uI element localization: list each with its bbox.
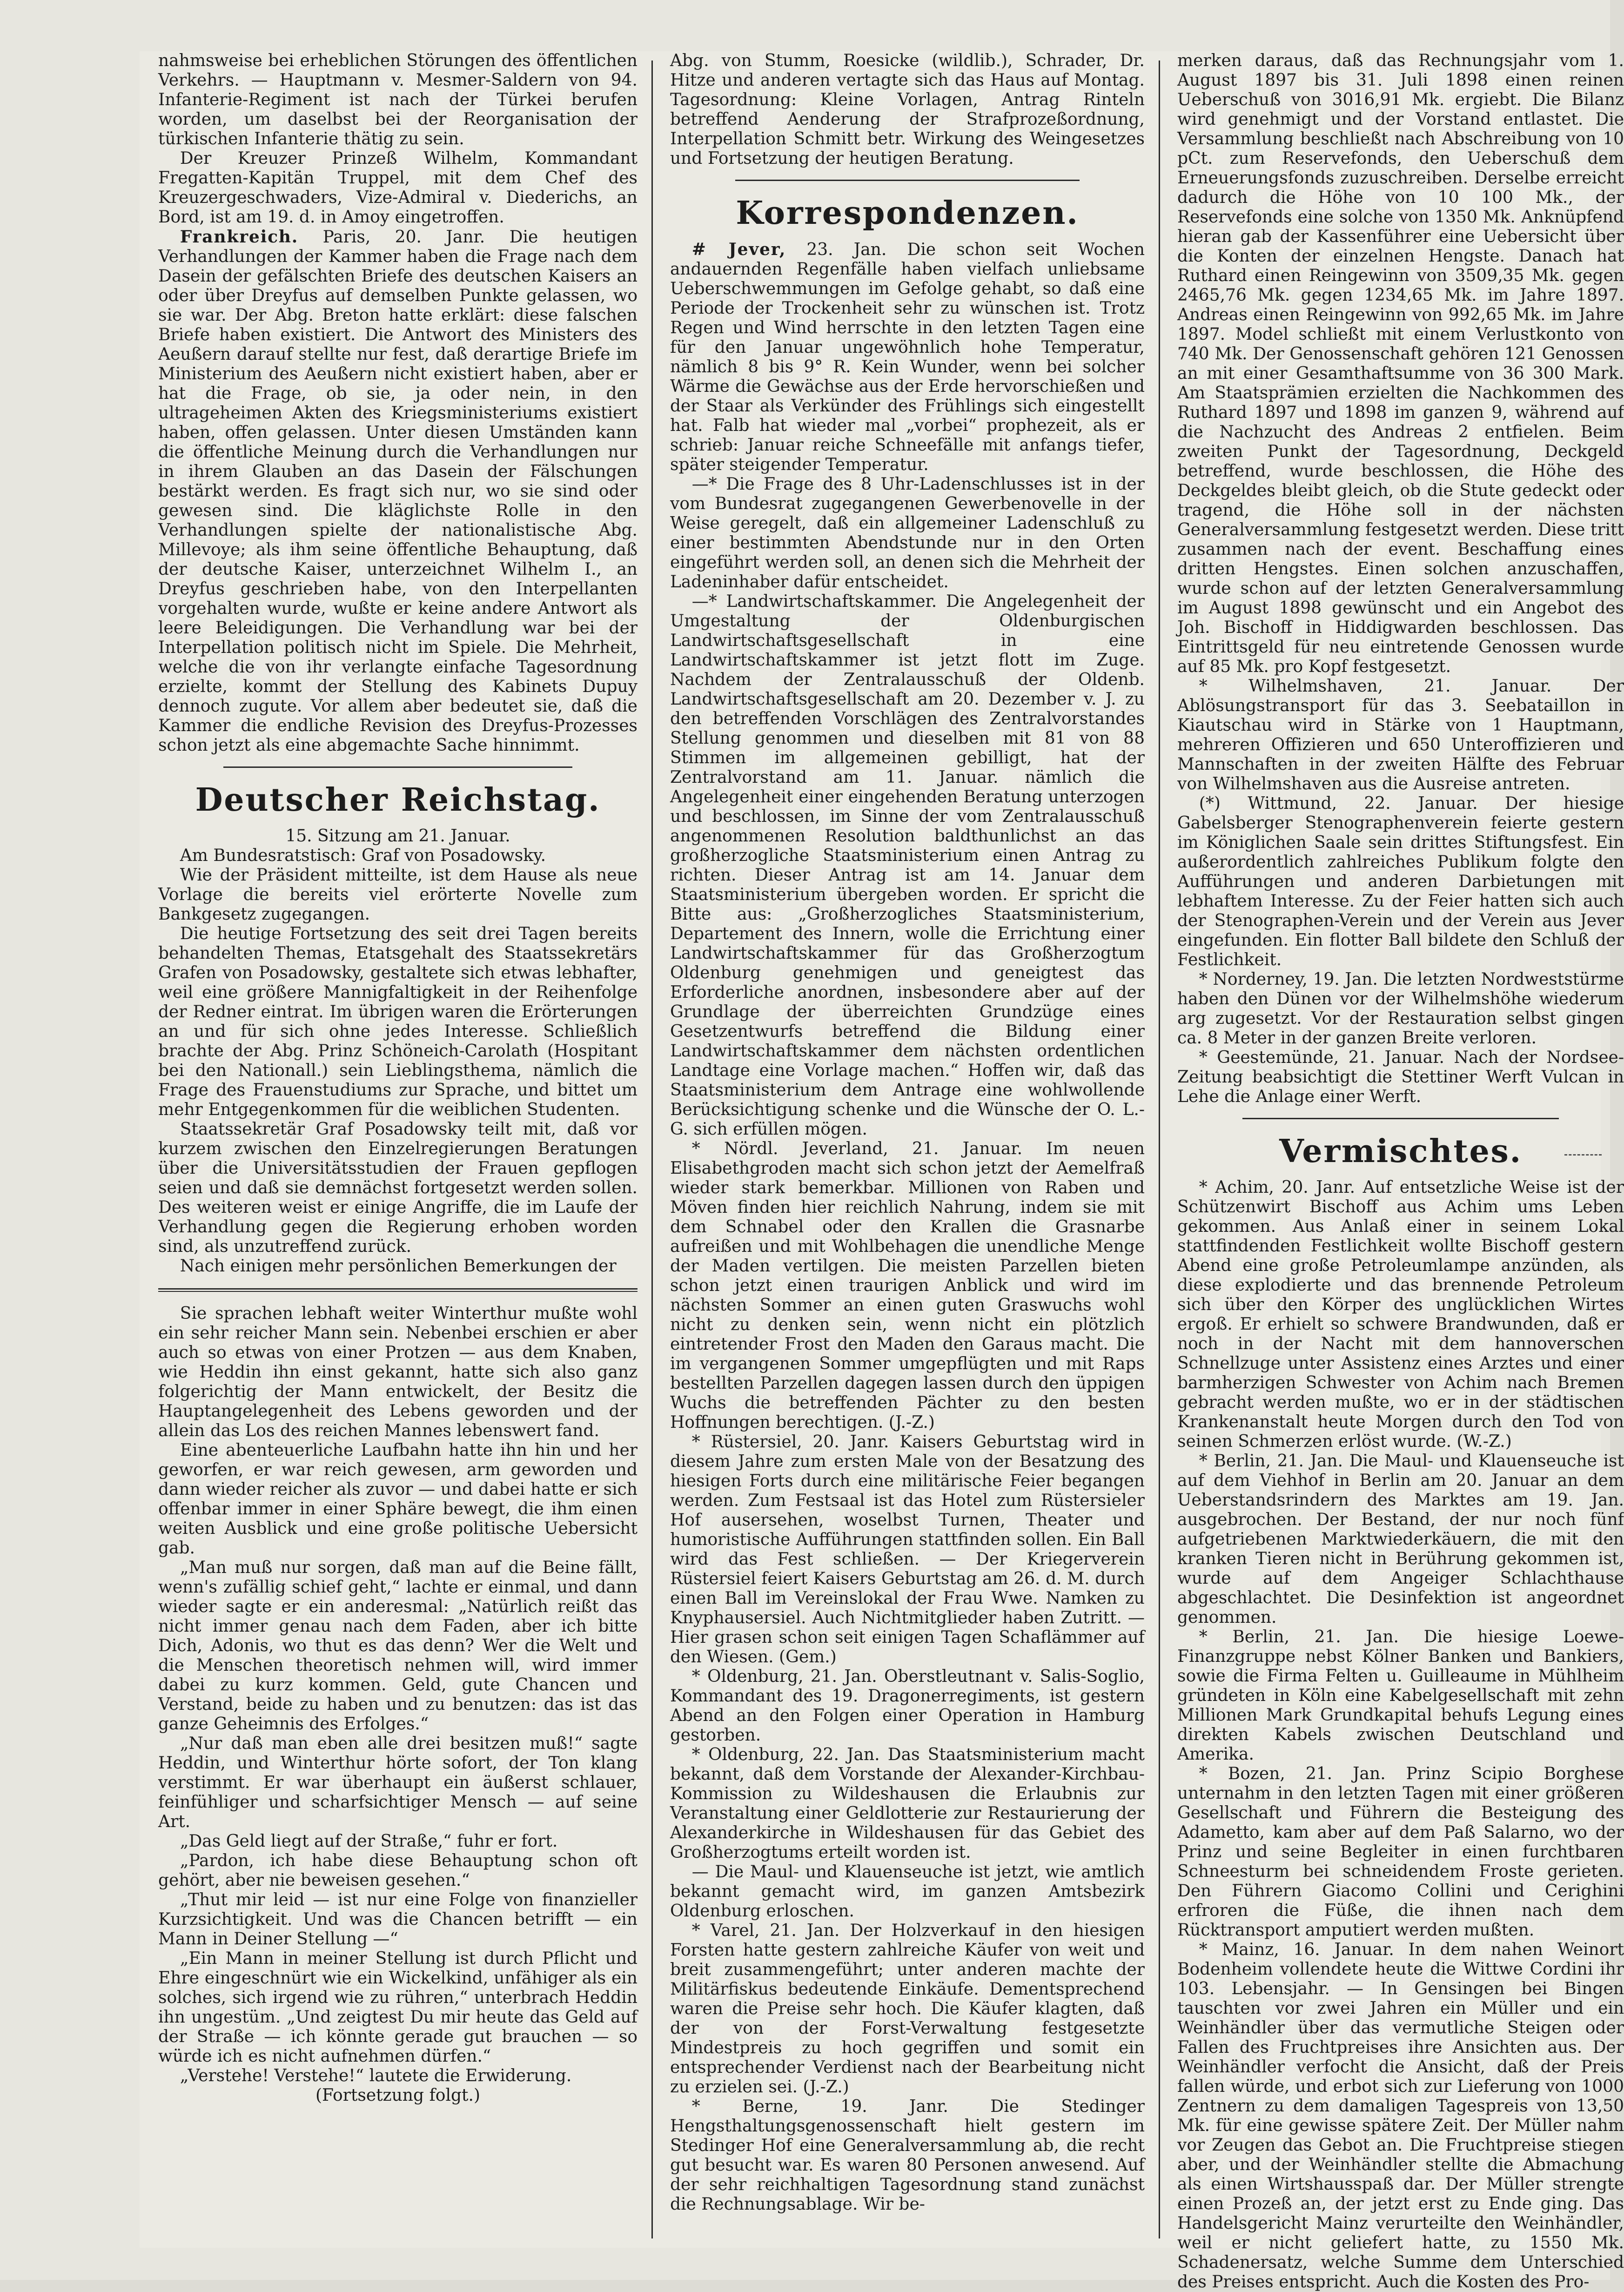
novel-paragraph: „Nur daß man eben alle drei besitzen muß!“ sagte Heddin, und Winterthur hörte sofort, der Ton klang verstimmt. Er war überhaupt ein äußerst schlauer, feinfühliger und scharfsichtiger Mensch — auf seine Art. xyxy=(158,1734,638,1831)
paragraph: Wie der Präsident mitteilte, ist dem Hause als neue Vorlage die bereits viel erörterte Novelle zum Bankgesetz zugegangen. xyxy=(158,866,638,924)
article-text: 23. Jan. Die schon seit Wochen andauernden Regenfälle haben vielfach unliebsame Ueberschwemmungen im Gefolge gehabt, so daß eine Periode der Trockenheit sehr zu wünschen ist. Trotz Regen und Wind herrschte in den letzten Tagen eine für den Januar ungewöhnlich hohe Temperatur, nämlich 8 bis 9° R. Kein Wunder, wenn bei solcher Wärme die Gewächse aus der Erde hervorschießen und der Staar als Verkünder des Frühlings sich eingestellt hat. Falb hat wieder mal „vorbei“ prophezeit, als er schrieb: Januar reiche Schneefälle mit anfangs tiefer, später steigender Temperatur. xyxy=(670,240,1145,474)
novel-paragraph: „Verstehe! Verstehe!“ lautete die Erwiderung. xyxy=(180,2066,572,2085)
paragraph: * Berlin, 21. Jan. Die Maul- und Klauenseuche ist auf dem Viehhof in Berlin am 20. Januar an dem Ueberstandsrindern des Marktes am 19. Jan. ausgebrochen. Der Bestand, der nur noch fünf aufgetriebenen Marktwiederkäuern, die mit den kranken Tieren nicht in Berührung gekommen ist, wurde auf dem Angeiger Schlachthause abgeschlachtet. Die Desinfektion ist angeordnet genommen. xyxy=(1177,1452,1624,1627)
column-1 xyxy=(158,51,638,2248)
paragraph: * Geestemünde, 21. Januar. Nach der Nordsee-Zeitung beabsichtigt die Stettiner Werft Vulcan in Lehe die Anlage einer Werft. xyxy=(1177,1048,1624,1106)
paragraph: * Berne, 19. Janr. Die Stedinger Hengsthaltungsgenossenschaft hielt gestern im Stedinger Hof eine Generalversammlung ab, die recht gut besucht war. Es waren 80 Personen anwesend. Auf der sehr reichhaltigen Tagesordnung stand zunächst die Rechnungsablage. Wir be- xyxy=(670,2097,1145,2214)
paragraph: —* Landwirtschaftskammer. Die Angelegenheit der Umgestaltung der Oldenburgischen Landwirtschaftsgesellschaft in eine Landwirtschaftskammer ist jetzt flott im Zuge. Nachdem der Zentralausschuß der Oldenb. Landwirtschaftsgesellschaft am 20. Dezember v. J. zu den betreffenden Vorschlägen des Zentralvorstandes Stellung genommen und dieselben mit 81 von 88 Stimmen im allgemeinen gebilligt, hat der Zentralvorstand am 11. Januar. nämlich die Angelegenheit einer eingehenden Beratung unterzogen und beschlossen, im Sinne der vom Zentralausschuß angenommenen Resolution baldthunlichst an das großherzogliche Staatsministerium einen Antrag zu richten. Dieser Antrag ist am 14. Januar dem Staatsministerium übergeben worden. Er spricht die Bitte aus: „Großherzogliches Staatsministerium, Departement des Innern, wolle die Errichtung einer Landwirtschaftskammer für das Großherzogtum Oldenburg genehmigen und geneigtest das Erforderliche anordnen, insbesondere aber auf der Grundlage der überreichten Grundzüge eines Gesetzentwurfs betreffend die Bildung einer Landwirtschaftskammer dem nächsten ordentlichen Landtage eine Vorlage machen.“ Hoffen wir, daß das Staatsministerium dem Antrage eine wohlwollende Berücksichtigung schenke und die Wünsche der O. L.-G. sich erfüllen mögen. xyxy=(670,592,1145,1139)
article-frankreich xyxy=(158,227,638,755)
novel-paragraph: „Pardon, ich habe diese Behauptung schon oft gehört, aber nie beweisen gesehen.“ xyxy=(158,1851,638,1890)
article-lead: Frankreich. xyxy=(180,227,299,247)
novel-paragraph: „Man muß nur sorgen, daß man auf die Beine fällt, wenn's zufällig schief geht,“ lachte er einmal, und dann wieder sagte er ein anderesmal: „Natürlich reißt das nicht immer genau nach dem Faden, aber ich bitte Dich, Adonis, wo thut es das denn? Wer die Welt und die Menschen theoretisch nehmen will, wird immer dabei zu kurz kommen. Geld, gute Chancen und Verstand, beide zu haben und zu benutzen: das ist das ganze Geheimnis des Erfolges.“ xyxy=(158,1558,638,1734)
paragraph: * Norderney, 19. Jan. Die letzten Nordweststürme haben den Dünen vor der Wilhelmshöhe wiederum arg zugesetzt. Vor der Restauration selbst gingen ca. 8 Meter in der ganzen Breite verloren. xyxy=(1177,970,1624,1048)
paragraph: * Wilhelmshaven, 21. Januar. Der Ablösungstransport für das 3. Seebataillon in Kiautschau wird in Stärke von 1 Hauptmann, mehreren Offizieren und 650 Unteroffizieren und Mannschaften in der zweiten Hälfte des Februar von Wilhelmshaven aus die Ausreise antreten. xyxy=(1177,677,1624,793)
section-title-reichstag: Deutscher Reichstag. xyxy=(195,781,601,819)
paragraph: Am Bundesratstisch: Graf von Posadowsky. xyxy=(180,846,546,865)
separator-rule xyxy=(735,180,1080,181)
paragraph: * Achim, 20. Janr. Auf entsetzliche Weise ist der Schützenwirt Bischoff aus Achim ums Leben gekommen. Aus Anlaß einer in seinem Lokal stattfindenden Festlichkeit wollte Bischoff gestern Abend eine große Petroleumlampe anzünden, als diese explodierte und das brennende Petroleum sich über den Körper des unglücklichen Wirtes ergoß. Er erhielt so schwere Brandwunden, daß er noch in der Nacht mit dem hannoverschen Schnellzuge unter Assistenz eines Arztes und einer barmherzigen Schwester von Achim nach Bremen gebracht werden mußte, wo er in der städtischen Krankenanstalt heute Morgen durch den Tod von seinen Schmerzen erlöst wurde. (W.-Z.) xyxy=(1177,1178,1624,1451)
paragraph: (*) Wittmund, 22. Januar. Der hiesige Gabelsberger Stenographenverein feierte gestern im Königlichen Saale sein drittes Stiftungsfest. Ein außerordentlich zahlreiches Publikum folgte den Aufführungen und anderen Darbietungen mit lebhaftem Interesse. Zu der Feier hatten sich auch der Stenographen-Verein und der Verein aus Jever eingefunden. Ein flotter Ball bildete den Schluß der Festlichkeit. xyxy=(1177,794,1624,969)
paragraph: * Rüstersiel, 20. Janr. Kaisers Geburtstag wird in diesem Jahre zum ersten Male von der Besatzung des hiesigen Forts durch eine militärische Feier begangen werden. Zum Festsaal ist das Hotel zum Rüstersieler Hof ausersehen, woselbst Turnen, Theater und humoristische Aufführungen stattfinden sollen. Ein Ball wird das Fest schließen. — Der Kriegerverein Rüstersiel feiert Kaisers Geburtstag am 26. d. M. durch einen Ball im Vereinslokal der Frau Wwe. Namken zu Knyphausersiel. Auch Nichtmitglieder haben Zutritt. — Hier grasen schon seit einigen Tagen Schaflämmer auf den Wiesen. (Gem.) xyxy=(670,1432,1145,1667)
article-jever xyxy=(670,240,1145,475)
separator-rule xyxy=(223,766,572,768)
paragraph: * Varel, 21. Jan. Der Holzverkauf in den hiesigen Forsten hatte gestern zahlreiche Käufer von weit und breit zusammengeführt; unter anderen machte der Militärfiskus bedeutende Einkäufe. Dementsprechend waren die Preise sehr hoch. Die Käufer klagten, daß der von der Forst-Verwaltung festgesetzte Mindestpreis zu hoch gegriffen und somit ein entsprechender Verdienst nach der Bearbeitung nicht zu erzielen sei. (J.-Z.) xyxy=(670,1921,1145,2097)
paragraph: Der Kreuzer Prinzeß Wilhelm, Kommandant Fregatten-Kapitän Truppel, mit dem Chef des Kreuzergeschwaders, Vize-Admiral v. Diederichs, an Bord, ist am 19. d. in Amoy eingetroffen. xyxy=(158,149,638,227)
paragraph: * Mainz, 16. Januar. In dem nahen Weinort Bodenheim vollendete heute die Wittwe Cordini ihr 103. Lebensjahr. — In Gensingen bei Bingen tauschten vor zwei Jahren ein Müller und ein Weinhändler über das vermutliche Steigen oder Fallen des Fruchtpreises ihre Ansichten aus. Der Weinhändler verfocht die Ansicht, daß der Preis fallen würde, und erbot sich zur Lieferung von 1000 Zentnern zu dem damaligen Tagespreis von 13,50 Mk. für eine gewisse spätere Zeit. Der Müller nahm vor Zeugen das Gebot an. Die Fruchtpreise stiegen aber, und der Weinhändler stellte die Abmachung als einen Wirtshausspaß dar. Der Müller strengte einen Prozeß an, der jetzt erst zu Ende ging. Das Handelsgericht Mainz verurteilte den Weinhändler, weil er nicht geliefert hatte, zu 1550 Mk. Schadenersatz, welche Summe dem Unterschied des Preises entspricht. Auch die Kosten des Pro- xyxy=(1177,1940,1624,2292)
paragraph: * Oldenburg, 22. Jan. Das Staatsministerium macht bekannt, daß dem Vorstande der Alexander-Kirchbau-Kommission zu Wildeshausen die Erlaubnis zur Veranstaltung einer Geldlotterie zur Restaurierung der Alexanderkirche in Wildeshausen für das Gebiet des Großherzogtums erteilt worden ist. xyxy=(670,1745,1145,1862)
newspaper-page xyxy=(140,51,1624,2292)
column-2 xyxy=(670,51,1145,2248)
novel-paragraph: Eine abenteuerliche Laufbahn hatte ihn hin und her geworfen, er war reich gewesen, arm geworden und dann wieder reicher als zuvor — und dabei hatte er sich offenbar immer in einer Sphäre bewegt, die ihm einen weiten Ausblick und eine große politische Uebersicht gab. xyxy=(158,1441,638,1558)
column-divider xyxy=(1159,60,1160,2238)
separator-rule xyxy=(1242,1118,1559,1119)
paragraph: Nach einigen mehr persönlichen Bemerkungen der xyxy=(180,1257,617,1276)
paragraph: —* Die Frage des 8 Uhr-Ladenschlusses ist in der vom Bundesrat zugegangenen Gewerbenovelle in der Weise geregelt, daß ein allgemeiner Ladenschluß zu einer bestimmten Abendstunde nur in den Orten eingeführt werden soll, an denen sich die Mehrheit der Ladeninhaber dafür entscheidet. xyxy=(670,475,1145,591)
paragraph: * Oldenburg, 21. Jan. Oberstleutnant v. Salis-Soglio, Kommandant des 19. Dragonerregiments, ist gestern Abend an den Folgen einer Operation in Hamburg gestorben. xyxy=(670,1667,1145,1745)
paragraph: — Die Maul- und Klauenseuche ist jetzt, wie amtlich bekannt gemacht wird, im ganzen Amtsbezirk Oldenburg erloschen. xyxy=(670,1862,1145,1921)
paragraph: * Berlin, 21. Jan. Die hiesige Loewe-Finanzgruppe nebst Kölner Banken und Bankiers, sowie die Firma Felten u. Guilleaume in Mühlheim gründeten in Köln eine Kabelgesellschaft mit zehn Millionen Mark Grundkapital behufs Legung eines direkten Kabels zwischen Deutschland und Amerika. xyxy=(1177,1627,1624,1764)
section-title-korrespondenzen: Korrespondenzen. xyxy=(736,195,1079,232)
novel-paragraph: „Ein Mann in meiner Stellung ist durch Pflicht und Ehre eingeschnürt wie ein Wickelkind, unfähiger als ein solches, sich irgend wie zu rühren,“ unterbrach Heddin ihn ungestüm. „Und zeigtest Du mir heute das Geld auf der Straße — ich könnte gerade gut brauchen — so würde ich es nicht aufnehmen dürfen.“ xyxy=(158,1949,638,2066)
feuilleton-separator xyxy=(158,1288,638,1292)
column-3 xyxy=(1177,51,1624,2292)
paragraph: Staatssekretär Graf Posadowsky teilt mit, daß vor kurzem zwischen den Einzelregierungen Beratungen über die Universitätsstudien der Frauen gepflogen seien und daß sie demnächst fortgesetzt werden sollen. Des weiteren weist er einige Angriffe, die im Laufe der Verhandlung gegen die Regierung erhoben worden sind, als unzutreffend zurück. xyxy=(158,1120,638,1256)
article-text: Paris, 20. Janr. Die heutigen Verhandlungen der Kammer haben die Frage nach dem Dasein der gefälschten Briefe des deutschen Kaisers an oder über Dreyfus auf demselben Punkte gelassen, wo sie war. Der Abg. Breton hatte erklärt: diese falschen Briefe haben existiert. Die Antwort des Ministers des Aeußern darauf stellte nur fest, daß derartige Briefe im Ministerium des Aeußern nicht existiert haben, aber er hat die Frage, ob sie, ja oder nein, in den ultrageheimen Akten des Kriegsministeriums existiert haben, offen gelassen. Unter diesen Umständen kann die öffentliche Meinung durch die Verhandlungen nur in ihrem Glauben an das Dasein der Fälschungen bestärkt werden. Es fragt sich nur, wo sie sind oder gewesen sind. Die kläglichste Rolle in den Verhandlungen spielte der nationalistische Abg. Millevoye; als ihm seine öffentliche Behauptung, daß der deutsche Kaiser, unterzeichnet Wilhelm I., an Dreyfus geschrieben habe, von den Interpellanten vorgehalten wurde, wußte er keine andere Antwort als leere Beleidigungen. Die Verhandlung war bei der Interpellation politisch nicht im Spiele. Die Mehrheit, welche die von ihr verlangte einfache Tagesordnung erzielte, kommt der Stellung des Kabinets Dupuy dennoch zugute. Vor allem aber bedeutet sie, daß die Kammer die endliche Revision des Dreyfus-Prozesses schon jetzt als eine abgemachte Sache hinnimmt. xyxy=(158,228,638,755)
paragraph: nahmsweise bei erheblichen Störungen des öffentlichen Verkehrs. — Hauptmann v. Mesmer-Saldern von 94. Infanterie-Regiment ist nach der Türkei berufen worden, um daselbst bei der Reorganisation der türkischen Infanterie thätig zu sein. xyxy=(158,51,638,148)
section-title-vermischtes: Vermischtes. xyxy=(1279,1133,1522,1170)
article-lead: # Jever, xyxy=(691,240,786,259)
novel-paragraph: Sie sprachen lebhaft weiter Winterthur mußte wohl ein sehr reicher Mann sein. Nebenbei erschien er aber auch so etwas von einer Protzen — aus dem Knaben, wie Heddin ihn einst gekannt, hatte sich also ganz folgerichtig der Mann entwickelt, der Besitz die Hauptangelegenheit des Lebens geworden und der allein das Los des reichen Mannes lebenswert fand. xyxy=(158,1304,638,1440)
paragraph: Abg. von Stumm, Roesicke (wildlib.), Schrader, Dr. Hitze und anderen vertagte sich das Haus auf Montag. Tagesordnung: Kleine Vorlagen, Antrag Rinteln betreffend Aenderung der Strafprozeßordnung, Interpellation Schmitt betr. Wirkung des Weingesetzes und Fortsetzung der heutigen Beratung. xyxy=(670,51,1145,168)
paragraph: Die heutige Fortsetzung des seit drei Tagen bereits behandelten Themas, Etatsgehalt des Staatssekretärs Grafen von Posadowsky, gestaltete sich etwas lebhafter, weil eine größere Mannigfaltigkeit in der Reihenfolge der Redner eintrat. Im übrigen waren die Erörterungen an und für sich ohne jedes Interesse. Schließlich brachte der Abg. Prinz Schöneich-Carolath (Hospitant bei den Nationall.) sein Lieblingsthema, nämlich die Frage des Frauenstudiums zur Sprache, und bittet um mehr Entgegenkommen für die weiblichen Studenten. xyxy=(158,924,638,1119)
novel-paragraph: „Das Geld liegt auf der Straße,“ fuhr er fort. xyxy=(180,1832,558,1851)
column-divider xyxy=(651,60,653,2238)
fold-mark xyxy=(1564,1154,1602,1156)
continuation-note: (Fortsetzung folgt.) xyxy=(315,2086,480,2105)
session-line: 15. Sitzung am 21. Januar. xyxy=(285,827,510,846)
paragraph: * Nördl. Jeverland, 21. Januar. Im neuen Elisabethgroden macht sich schon jetzt der Aemelfraß wieder stark bemerkbar. Millionen von Raben und Möven finden hier reichlich Nahrung, indem sie mit dem Schnabel oder den Krallen die Grasnarbe aufreißen und mit Wohlbehagen die unendliche Menge der Maden vertilgen. Die meisten Parzellen bieten schon jetzt einen traurigen Anblick und wird im nächsten Sommer an einen guten Graswuchs wohl nicht zu denken sein, wenn nicht ein plötzlich eintretender Frost den Maden den Garaus macht. Die im vergangenen Sommer umgepflügten und mit Raps bestellten Parzellen dagegen lassen durch den üppigen Wuchs die betreffenden Pächter zu den besten Hoffnungen berechtigen. (J.-Z.) xyxy=(670,1139,1145,1432)
novel-paragraph: „Thut mir leid — ist nur eine Folge von finanzieller Kurzsichtigkeit. Und was die Chancen betrifft — ein Mann in Deiner Stellung —“ xyxy=(158,1890,638,1949)
paragraph: * Bozen, 21. Jan. Prinz Scipio Borghese unternahm in den letzten Tagen mit einer größeren Gesellschaft und Führern die Besteigung des Adametto, kam aber auf dem Paß Salarno, wo der Prinz und seine Begleiter in einen furchtbaren Schneesturm bei schneidendem Froste gerieten. Den Führern Giacomo Collini und Cerighini erfroren die Füße, die ihnen nach dem Rücktransport amputiert werden mußten. xyxy=(1177,1764,1624,1940)
paragraph: merken daraus, daß das Rechnungsjahr vom 1. August 1897 bis 31. Juli 1898 einen reinen Ueberschuß von 3016,91 Mk. ergiebt. Die Bilanz wird genehmigt und der Vorstand entlastet. Die Versammlung beschließt nach Abschreibung von 10 pCt. zum Reservefonds, den Ueberschuß dem Erneuerungsfonds zuzuschreiben. Derselbe erreicht dadurch die Höhe von 10 100 Mk., der Reservefonds eine solche von 1350 Mk. Anknüpfend hieran gab der Kassenführer eine Uebersicht über die Konten der einzelnen Hengste. Danach hat Ruthard einen Reingewinn von 3509,35 Mk. gegen 2465,76 Mk. gegen 1234,65 Mk. im Jahre 1897. Andreas einen Reingewinn von 992,65 Mk. im Jahre 1897. Model schließt mit einem Verlustkonto von 740 Mk. Der Genossenschaft gehören 121 Genossen an mit einer Gesamthaftsumme von 36 300 Mark. Am Staatsprämien erzielten die Nachkommen des Ruthard 1897 und 1898 im ganzen 9, während auf die Nachzucht des Andreas 2 entfielen. Beim zweiten Punkt der Tagesordnung, Deckgeld betreffend, wurde beschlossen, die Höhe des Deckgeldes bleibt gleich, ob die Stute gedeckt oder tragend, die Höhe soll in der nächsten Generalversammlung festgesetzt werden. Diese tritt zusammen nach der event. Beschaffung eines dritten Hengstes. Einen solchen anzuschaffen, wurde schon auf der letzten Generalversammlung im August 1898 gewünscht und ein Angebot des Joh. Bischoff in Hiddigwarden beschlossen. Das Eintrittsgeld für neu eintretende Genossen wurde auf 85 Mk. pro Kopf festgesetzt. xyxy=(1177,51,1624,676)
